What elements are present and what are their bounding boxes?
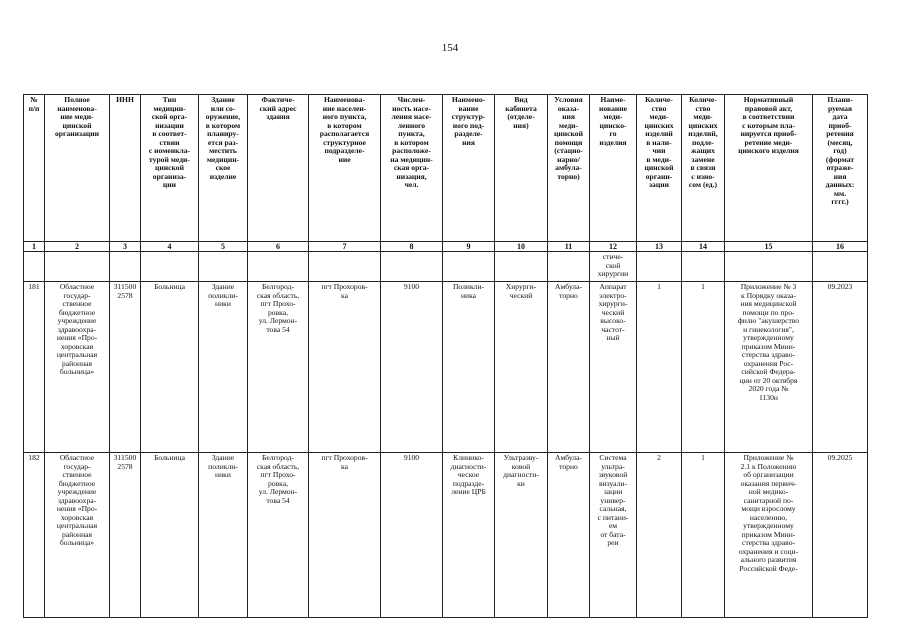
page-number: 154 [441,42,459,54]
qty-replace: 1 [682,282,725,453]
table-cell [45,252,110,282]
population: 9100 [381,282,443,453]
table-cell [495,252,548,282]
column-number: 9 [443,242,495,252]
qty-available: 1 [637,282,682,453]
population: 9100 [381,453,443,618]
header-cell: Полное наименова- ние меди- цинской организации [45,95,110,242]
settlement: пгт Прохоров- ка [309,453,381,618]
header-cell: ИНН [110,95,141,242]
table-cell [381,252,443,282]
column-number-row [24,242,868,252]
column-number: 16 [813,242,868,252]
header-cell: Наименова- ние населен- ного пункта, в котором располагается структурное подразделе- ние [309,95,381,242]
header-cell: Фактиче- ский адрес здания [248,95,309,242]
table-cell [110,252,141,282]
row-number: 181 [24,282,45,453]
table-cell [199,252,248,282]
table-cell [248,252,309,282]
org-type: Больница [141,453,199,618]
header-cell: № п/п [24,95,45,242]
purchase-date: 09.2023 [813,282,868,453]
conditions: Амбула- торно [548,282,590,453]
table-row [24,453,868,618]
table-cell [725,252,813,282]
column-number: 1 [24,242,45,252]
column-number: 4 [141,242,199,252]
header-cell: Тип медицин- ской орга- низации в соответ- ствии с номенкла- турой меди- цинской организа- ции [141,95,199,242]
column-number: 5 [199,242,248,252]
settlement: пгт Прохоров- ка [309,282,381,453]
table-row [24,282,868,453]
table-cell: стиче- ской хирургии [590,252,637,282]
header-cell: Наиме- нование меди- цинско- го изделия [590,95,637,242]
table-cell [443,252,495,282]
table-cell [309,252,381,282]
row-number: 182 [24,453,45,618]
device: Аппарат электро- хирурги- ческий высоко- частот- ный [590,282,637,453]
header-cell: Условия оказа- ния меди- цинской помощи (стацио- нарно/ амбула- торно) [548,95,590,242]
header-cell: Вид кабинета (отделе- ния) [495,95,548,242]
cabinet: Хирурги- ческий [495,282,548,453]
inn: 311500 2578 [110,453,141,618]
column-number: 11 [548,242,590,252]
column-number: 13 [637,242,682,252]
qty-available: 2 [637,453,682,618]
header-cell: Нормативный правовой акт, в соответствии с которым пла- нируется приоб- ретение меди- цинского изделия [725,95,813,242]
purchase-date: 09.2025 [813,453,868,618]
header-cell: Плани- руемая дата приоб- ретения (месяц, год) (формат отраже- ния данных: мм. гггг.) [813,95,868,242]
table-cell [548,252,590,282]
address: Белгород- ская область, пгт Прохо- ровка, ул. Лермон- това 54 [248,453,309,618]
header-cell: Количе- ство меди- цинских изделий, подле- жащих замене в связи с изно- сом (ед.) [682,95,725,242]
column-number: 10 [495,242,548,252]
column-number: 3 [110,242,141,252]
conditions: Амбула- торно [548,453,590,618]
table-cell [637,252,682,282]
table-cell [141,252,199,282]
equipment-table [23,94,868,618]
column-number: 14 [682,242,725,252]
org-name: Областное государ- ственное бюджетное учреждение здравоохра- нения «Про- хоровская центральная районная больница» [45,453,110,618]
unit: Клинико- диагности- ческое подразде- ление ЦРБ [443,453,495,618]
legal-act: Приложение № 3 к Порядку оказа- ния медицинской помощи по про- филю "акушерство и гинекология", утвержденному приказом Мини- стерства здраво- охранения Рос- сийской Федера- ции от 20 октября 2020 года № 1130н [725,282,813,453]
legal-act: Приложение № 2.1 к Положению об организации оказания первич- ной медико- санитарной по- мощи взрослому населению, утвержденному приказом Мини- стерства здраво- охранения и соци- ального развития Российской Феде- [725,453,813,618]
column-number: 7 [309,242,381,252]
table-cell [813,252,868,282]
inn: 311500 2578 [110,282,141,453]
column-number: 15 [725,242,813,252]
header-cell: Числен- ность насе- ления насе- ленного пункта, в котором расположе- на медицин- ская орга- низация, чел. [381,95,443,242]
column-number: 6 [248,242,309,252]
device: Система ультра- звуковой визуали- зации универ- сальная, с питани- ем от бата- реи [590,453,637,618]
table-cell [24,252,45,282]
building: Здание поликли- ники [199,453,248,618]
column-number: 2 [45,242,110,252]
address: Белгород- ская область, пгт Прохо- ровка, ул. Лермон- това 54 [248,282,309,453]
header-row [24,95,868,242]
qty-replace: 1 [682,453,725,618]
header-cell: Здание или со- оружение, в котором планиру- ется раз- местить медицин- ское изделие [199,95,248,242]
unit: Поликли- ника [443,282,495,453]
header-cell: Количе- ство меди- цинских изделий в нали- чии в меди- цинской органи- зации [637,95,682,242]
org-type: Больница [141,282,199,453]
continuation-row [24,252,868,282]
column-number: 12 [590,242,637,252]
column-number: 8 [381,242,443,252]
header-cell: Наимено- вание структур- ного под- разделе- ния [443,95,495,242]
table-cell [682,252,725,282]
building: Здание поликли- ники [199,282,248,453]
org-name: Областное государ- ственное бюджетное учреждение здравоохра- нения «Про- хоровская центральная районная больница» [45,282,110,453]
cabinet: Ультразву- ковой диагности- ки [495,453,548,618]
